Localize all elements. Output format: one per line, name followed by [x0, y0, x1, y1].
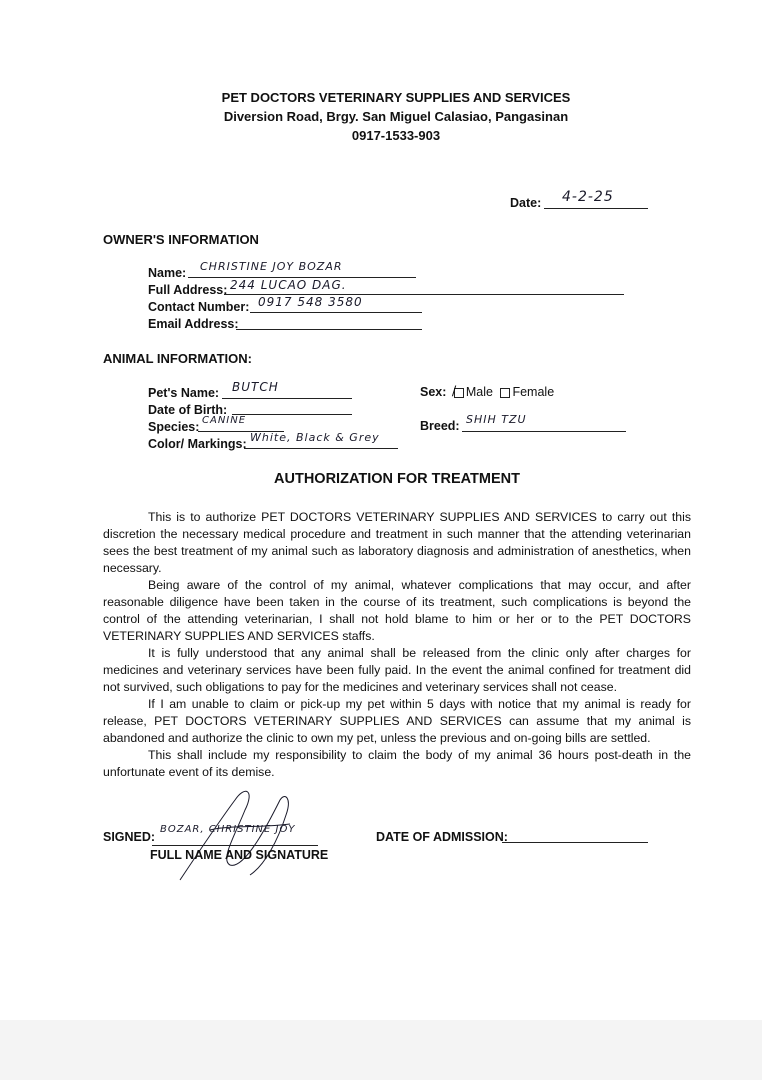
owner-name-label: Name: — [148, 266, 187, 280]
sex-field — [420, 385, 554, 399]
male-checkbox[interactable]: ∕ — [454, 388, 464, 398]
authorization-paragraph: It is fully understood that any animal shall be released from the clinic only after charges for medicines and veterinary services have been fully paid. In the event the animal confined for treatment did not survived, such obligations to pay for the medicines and veterinary services shall not cease. — [103, 646, 691, 694]
breed-value[interactable]: SHIH TZU — [466, 413, 527, 426]
date-label: Date: — [510, 196, 542, 210]
authorization-paragraph: This shall include my responsibility to claim the body of my animal 36 hours post-death in the unfortunate event of its demise. — [103, 748, 691, 779]
pet-name-label: Pet's Name: — [148, 386, 220, 400]
color-value[interactable]: White, Black & Grey — [250, 431, 380, 444]
authorization-paragraph: If I am unable to claim or pick-up my pet within 5 days with notice that my animal is ready for release, PET DOCTORS VETERINARY SUPPLIES AND SERVICES can assume that my animal is abandoned and authorize the clinic to own my pet, unless the previous and on-going bills are settled. — [103, 697, 691, 745]
male-option-label: Male — [465, 385, 493, 399]
species-label: Species: — [148, 420, 200, 434]
sex-label: Sex: — [420, 385, 447, 399]
business-phone: 0917-1533-903 — [351, 128, 441, 143]
owner-address-label: Full Address: — [148, 283, 228, 297]
date-value[interactable]: 4-2-25 — [562, 189, 614, 205]
business-name: PET DOCTORS VETERINARY SUPPLIES AND SERVICES — [221, 90, 571, 105]
species-value[interactable]: CANINE — [202, 415, 247, 426]
pet-name-line — [222, 398, 352, 399]
owner-email-line — [236, 329, 422, 330]
scan-bottom-edge — [0, 1020, 762, 1080]
signed-label: SIGNED: — [103, 830, 156, 844]
owner-section-title: OWNER'S INFORMATION — [103, 232, 259, 247]
authorization-paragraph: Being aware of the control of my animal, whatever complications that may occur, and after reasonable diligence have been taken in the course of its treatment, such complications is beyond the control of the attending veterinarian, I shall not hold blame to him or her or to the PET DOCTORS VETERINARY SUPPLIES AND SERVICES staffs. — [103, 578, 691, 643]
owner-contact-value[interactable]: 0917 548 3580 — [258, 295, 363, 309]
authorization-title: AUTHORIZATION FOR TREATMENT — [274, 471, 520, 487]
dob-label: Date of Birth: — [148, 403, 228, 417]
admission-date-line — [502, 842, 648, 843]
authorization-body — [103, 509, 691, 781]
signature-caption: FULL NAME AND SIGNATURE — [150, 848, 329, 862]
female-option-label: Female — [512, 385, 555, 399]
breed-line — [462, 431, 626, 432]
owner-name-value[interactable]: CHRISTINE JOY BOZAR — [200, 260, 343, 273]
color-label: Color/ Markings: — [148, 437, 247, 451]
date-line — [544, 208, 648, 209]
business-address: Diversion Road, Brgy. San Miguel Calasiao, Pangasinan — [223, 109, 569, 124]
handwritten-signature — [150, 780, 340, 890]
owner-contact-label: Contact Number: — [148, 300, 250, 314]
color-line — [244, 448, 398, 449]
dob-line — [232, 414, 352, 415]
signed-value[interactable]: BOZAR, CHRISTINE JOY — [160, 824, 296, 835]
female-checkbox[interactable] — [500, 388, 510, 398]
pet-name-value[interactable]: BUTCH — [232, 380, 279, 394]
authorization-paragraph: This is to authorize PET DOCTORS VETERINARY SUPPLIES AND SERVICES to carry out this discretion the necessary medical procedure and treatment in such manner that the attending veterinarian sees the best treatment of my animal such as laboratory diagnosis and administration of anesthetics, when necessary. — [103, 510, 691, 575]
breed-label: Breed: — [420, 419, 460, 433]
owner-contact-line — [250, 312, 422, 313]
owner-address-value[interactable]: 244 LUCAO DAG. — [230, 278, 347, 292]
animal-section-title: ANIMAL INFORMATION: — [103, 351, 252, 366]
admission-date-label: DATE OF ADMISSION: — [376, 830, 508, 844]
owner-email-label: Email Address: — [148, 317, 239, 331]
